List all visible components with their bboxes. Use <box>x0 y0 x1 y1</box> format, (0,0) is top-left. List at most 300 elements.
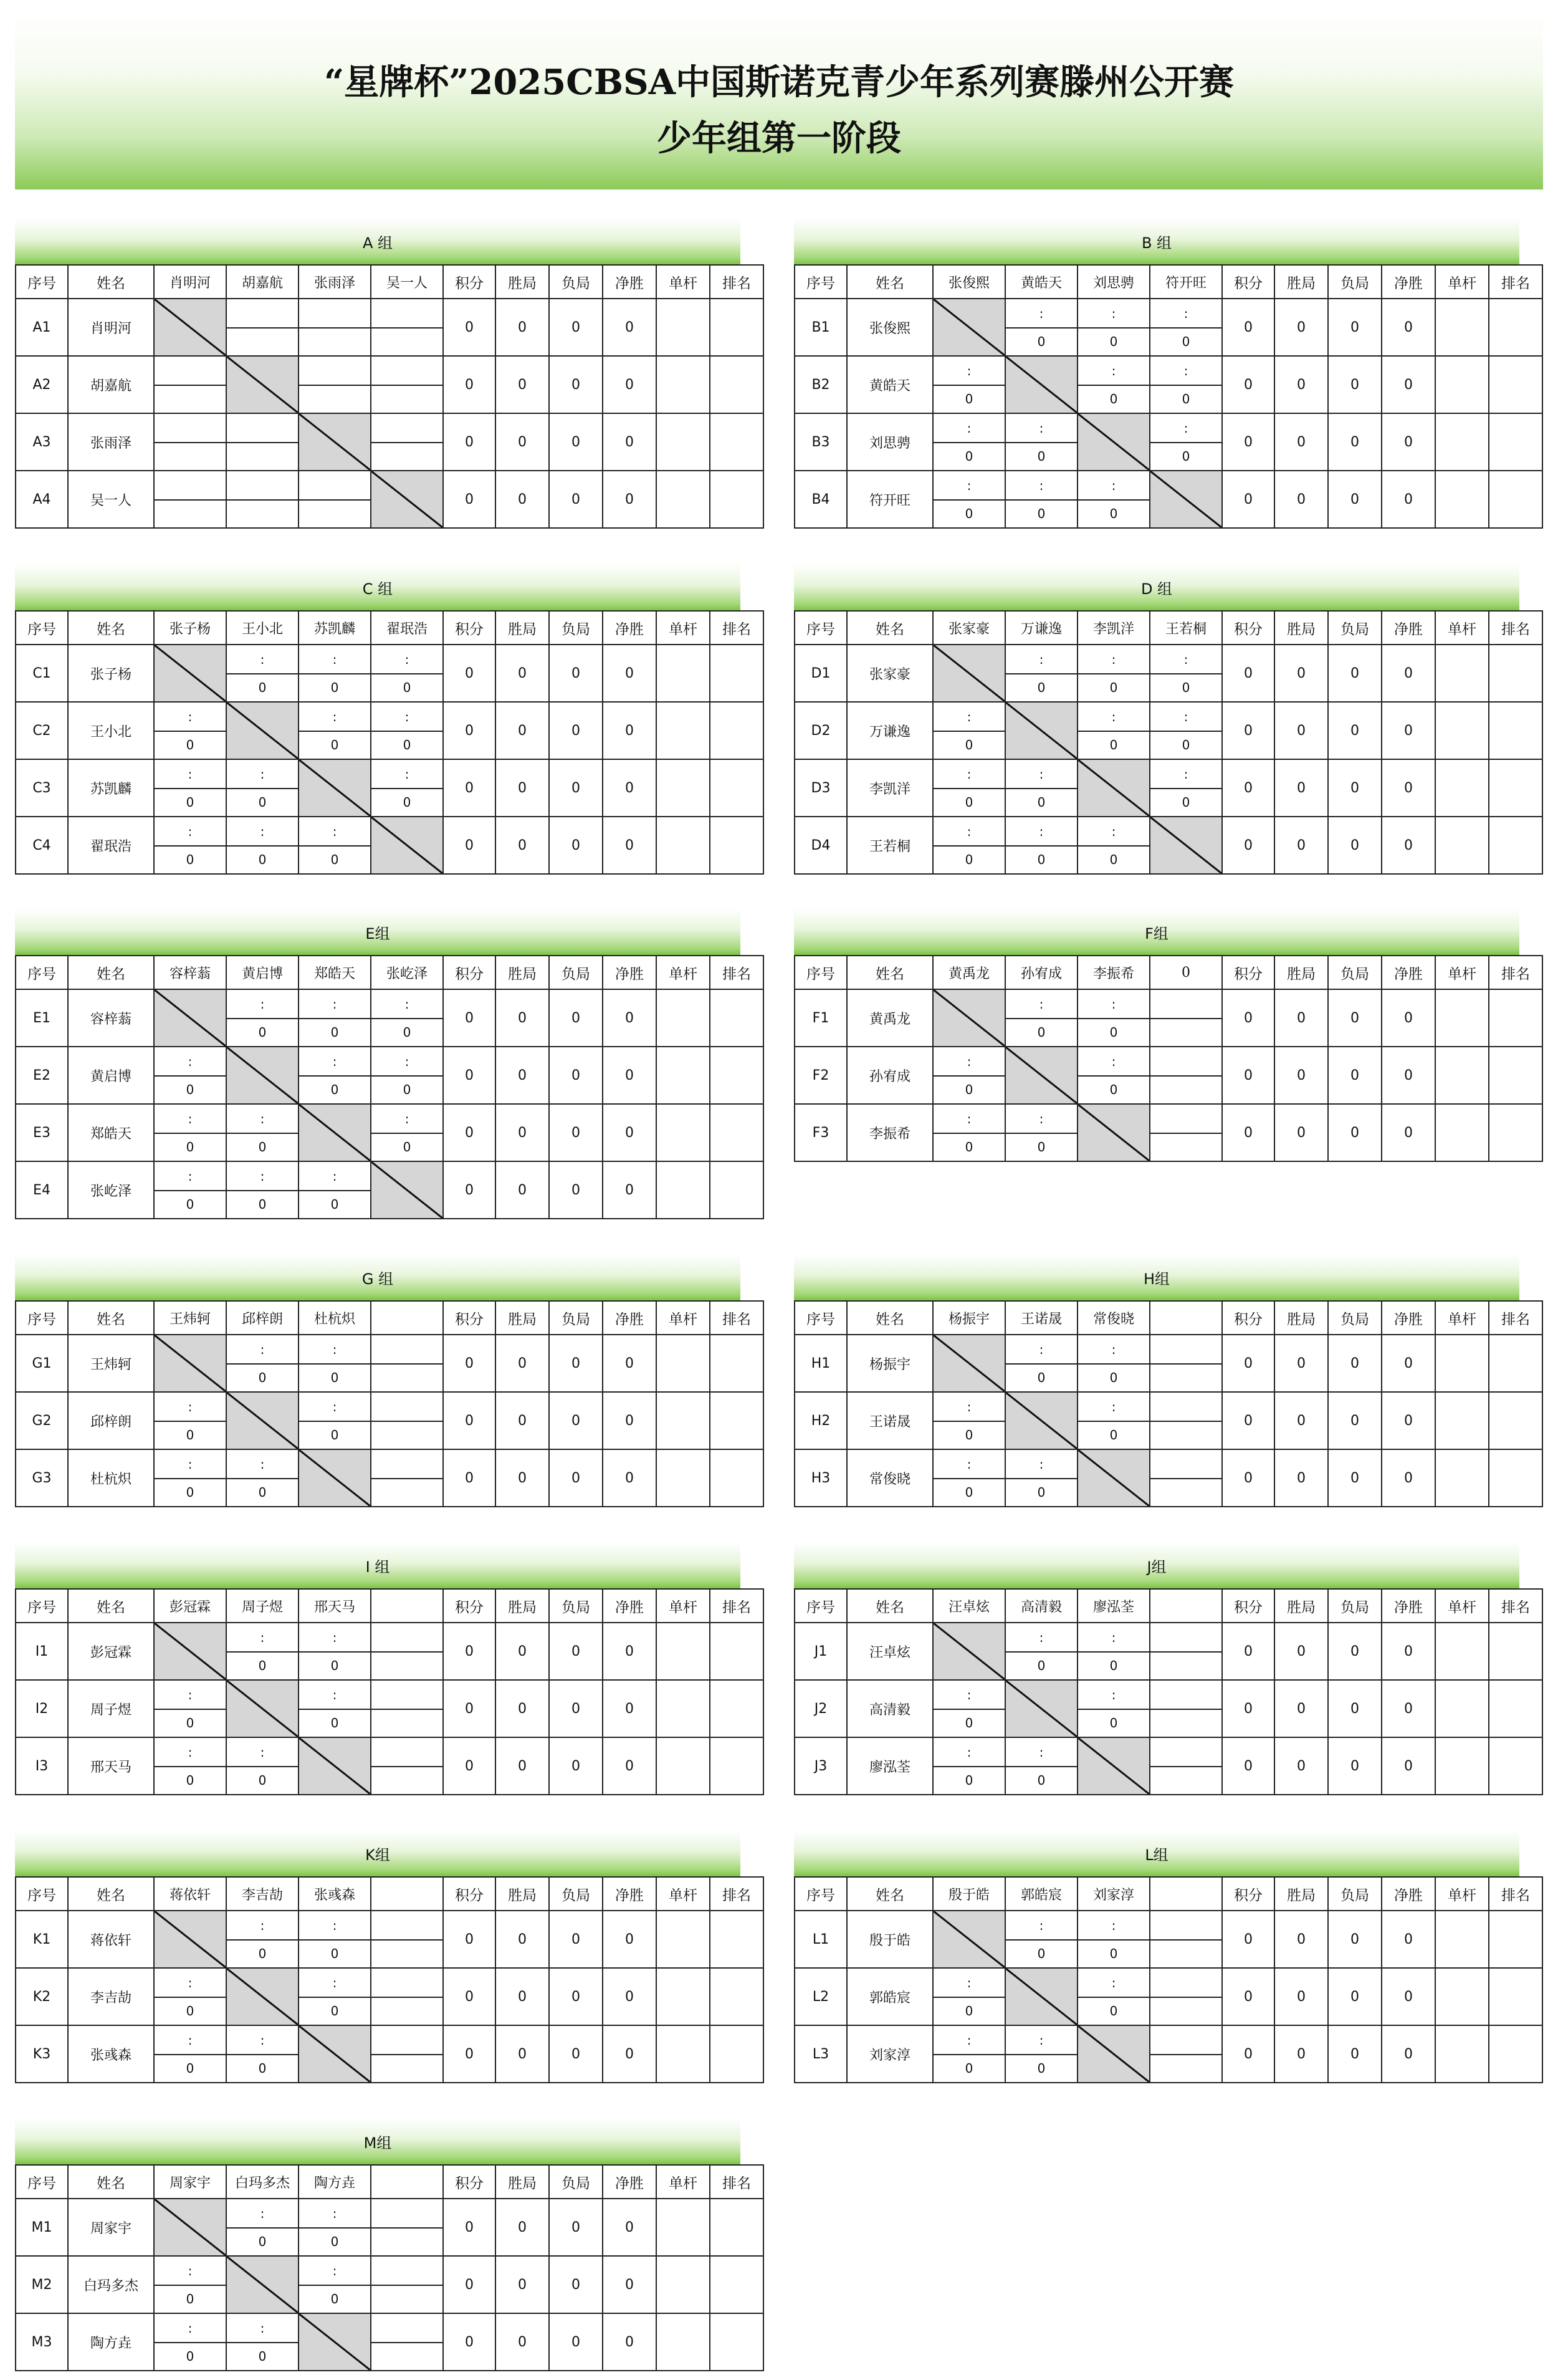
header-points: 积分 <box>1222 265 1274 299</box>
score-split <box>371 1681 442 1737</box>
score-cell[interactable] <box>1005 2025 1078 2083</box>
row-net: 0 <box>603 2313 656 2371</box>
score-cell[interactable] <box>299 471 371 528</box>
score-cell[interactable] <box>1005 989 1078 1047</box>
row-seq: K1 <box>16 1911 68 1968</box>
score-cell[interactable] <box>1078 989 1150 1047</box>
header-rank: 排名 <box>710 1301 763 1335</box>
score-split <box>1078 1623 1149 1679</box>
table-row <box>795 2025 1542 2083</box>
row-points: 0 <box>1222 702 1274 759</box>
row-won: 0 <box>1274 989 1328 1047</box>
row-break <box>656 645 710 702</box>
score-cell[interactable] <box>371 2256 443 2313</box>
row-lost: 0 <box>1328 2025 1382 2083</box>
score-cell[interactable] <box>1150 1968 1222 2025</box>
score-result: 0 <box>403 1082 411 1097</box>
score-cell[interactable] <box>1005 299 1078 356</box>
score-cell[interactable] <box>371 356 443 413</box>
score-result <box>371 1651 442 1679</box>
row-break <box>656 1449 710 1507</box>
row-points: 0 <box>1222 1047 1274 1104</box>
score-cell[interactable] <box>371 645 443 702</box>
header-rank: 排名 <box>710 265 763 299</box>
score-cell[interactable] <box>1005 1335 1078 1392</box>
score-cell[interactable] <box>1078 645 1150 702</box>
score-result: 0 <box>1109 1427 1118 1442</box>
row-break <box>656 299 710 356</box>
header-break: 单杆 <box>656 611 710 645</box>
score-cell[interactable] <box>1005 1623 1078 1680</box>
score-cell[interactable] <box>1150 356 1222 413</box>
score-cell[interactable] <box>154 356 226 413</box>
score-cell[interactable] <box>1078 299 1150 356</box>
score-colon: : <box>227 1738 298 1767</box>
score-cell[interactable] <box>154 817 226 874</box>
header-won: 胜局 <box>1274 956 1328 989</box>
diagonal-cell <box>299 1449 371 1507</box>
score-result <box>371 385 442 413</box>
score-cell[interactable] <box>154 1968 226 2025</box>
table-row <box>16 1911 763 1968</box>
score-result <box>371 327 442 355</box>
header-name: 姓名 <box>847 611 933 645</box>
header-player: 李振希 <box>1078 956 1150 989</box>
score-cell[interactable] <box>1150 1623 1222 1680</box>
score-cell[interactable] <box>299 1911 371 1968</box>
score-cell[interactable] <box>371 1737 443 1795</box>
score-cell[interactable] <box>1150 2025 1222 2083</box>
row-seq: F2 <box>795 1047 847 1104</box>
score-cell[interactable] <box>933 817 1005 874</box>
score-result <box>155 442 226 470</box>
score-colon: : <box>371 760 442 789</box>
score-cell[interactable] <box>226 471 299 528</box>
row-name: 杜杭炽 <box>68 1449 154 1507</box>
table-row <box>16 1104 763 1161</box>
table-row <box>795 1623 1542 1680</box>
score-cell[interactable] <box>154 1737 226 1795</box>
score-colon <box>371 414 442 443</box>
row-seq: K2 <box>16 1968 68 2025</box>
score-split <box>371 760 442 816</box>
score-split <box>227 2199 298 2255</box>
score-cell[interactable] <box>371 2199 443 2256</box>
row-seq: M2 <box>16 2256 68 2313</box>
score-cell[interactable] <box>1078 356 1150 413</box>
row-break <box>656 1161 710 1219</box>
score-cell[interactable] <box>1150 1047 1222 1104</box>
header-lost: 负局 <box>549 265 603 299</box>
score-colon: : <box>1078 471 1149 501</box>
score-result: 0 <box>1109 852 1118 867</box>
score-cell[interactable] <box>154 1047 226 1104</box>
score-cell[interactable] <box>226 645 299 702</box>
score-cell[interactable] <box>1078 1047 1150 1104</box>
score-cell[interactable] <box>371 1392 443 1449</box>
score-cell[interactable] <box>371 1047 443 1104</box>
diagonal-cell <box>1078 1104 1150 1161</box>
header-player: 刘家淳 <box>1078 1877 1150 1911</box>
row-won: 0 <box>1274 2025 1328 2083</box>
row-rank <box>710 2025 763 2083</box>
score-result: 0 <box>1037 1772 1046 1788</box>
score-cell[interactable] <box>1150 413 1222 471</box>
score-cell[interactable] <box>299 299 371 356</box>
score-split <box>299 1911 370 1967</box>
score-cell[interactable] <box>933 1968 1005 2025</box>
diagonal-cell <box>1078 1449 1150 1507</box>
score-cell[interactable] <box>933 471 1005 528</box>
row-name: 廖泓荃 <box>847 1737 933 1795</box>
row-rank <box>710 2313 763 2371</box>
score-cell[interactable] <box>1150 1104 1222 1161</box>
row-seq: C2 <box>16 702 68 759</box>
score-colon: : <box>227 1450 298 1479</box>
score-split <box>1078 1911 1149 1967</box>
score-cell[interactable] <box>1150 702 1222 759</box>
row-break <box>1435 299 1489 356</box>
row-net: 0 <box>1382 299 1435 356</box>
score-cell[interactable] <box>1078 1968 1150 2025</box>
score-cell[interactable] <box>371 1335 443 1392</box>
score-result: 0 <box>186 1772 194 1788</box>
score-cell[interactable] <box>371 2025 443 2083</box>
score-cell[interactable] <box>299 1968 371 2025</box>
row-won: 0 <box>1274 759 1328 817</box>
row-points: 0 <box>443 413 495 471</box>
score-cell[interactable] <box>1150 989 1222 1047</box>
score-cell[interactable] <box>371 1680 443 1737</box>
score-cell[interactable] <box>226 1623 299 1680</box>
score-cell[interactable] <box>933 1104 1005 1161</box>
diagonal-cell <box>154 1623 226 1680</box>
row-break <box>1435 1968 1489 2025</box>
score-split <box>227 1450 298 1506</box>
diagonal-cell <box>1005 1680 1078 1737</box>
score-cell[interactable] <box>299 1047 371 1104</box>
score-cell[interactable] <box>226 817 299 874</box>
score-cell[interactable] <box>154 2313 226 2371</box>
header-points: 积分 <box>443 1877 495 1911</box>
row-break <box>1435 759 1489 817</box>
score-cell[interactable] <box>371 1911 443 1968</box>
row-break <box>656 471 710 528</box>
score-result: 0 <box>1109 1658 1118 1673</box>
score-split <box>155 703 226 759</box>
header-player <box>1150 1877 1222 1911</box>
header-name: 姓名 <box>68 265 154 299</box>
header-net: 净胜 <box>603 1877 656 1911</box>
score-cell[interactable] <box>299 1161 371 1219</box>
row-won: 0 <box>495 1680 549 1737</box>
score-cell[interactable] <box>226 1161 299 1219</box>
score-cell[interactable] <box>1078 471 1150 528</box>
score-cell[interactable] <box>226 1449 299 1507</box>
score-cell[interactable] <box>1005 413 1078 471</box>
score-split <box>1150 1681 1221 1737</box>
table-row <box>16 817 763 874</box>
score-colon: : <box>371 990 442 1019</box>
score-cell[interactable] <box>933 702 1005 759</box>
group-title: J组 <box>794 1542 1519 1588</box>
header-player: 张子杨 <box>154 611 226 645</box>
row-seq: H3 <box>795 1449 847 1507</box>
score-cell[interactable] <box>226 989 299 1047</box>
score-cell[interactable] <box>1150 1737 1222 1795</box>
score-result: 0 <box>1182 448 1190 464</box>
score-cell[interactable] <box>1150 645 1222 702</box>
row-rank <box>710 702 763 759</box>
score-cell[interactable] <box>1005 1104 1078 1161</box>
row-net: 0 <box>603 1680 656 1737</box>
score-cell[interactable] <box>933 1392 1005 1449</box>
score-cell[interactable] <box>1005 817 1078 874</box>
score-cell[interactable] <box>371 1968 443 2025</box>
row-lost: 0 <box>549 2025 603 2083</box>
table-row <box>16 1392 763 1449</box>
score-cell[interactable] <box>226 2025 299 2083</box>
score-cell[interactable] <box>154 702 226 759</box>
row-break <box>656 1623 710 1680</box>
score-cell[interactable] <box>371 989 443 1047</box>
header-name: 姓名 <box>68 611 154 645</box>
score-cell[interactable] <box>1150 1449 1222 1507</box>
score-cell[interactable] <box>299 2199 371 2256</box>
score-cell[interactable] <box>1078 1623 1150 1680</box>
score-cell[interactable] <box>371 702 443 759</box>
score-colon: : <box>1006 414 1077 443</box>
score-cell[interactable] <box>371 759 443 817</box>
row-rank <box>1489 1737 1542 1795</box>
score-colon: : <box>1006 760 1077 789</box>
score-cell[interactable] <box>299 356 371 413</box>
score-split <box>299 1162 370 1218</box>
header-points: 积分 <box>443 1301 495 1335</box>
score-cell[interactable] <box>1150 1680 1222 1737</box>
score-cell[interactable] <box>226 2199 299 2256</box>
header-points: 积分 <box>1222 1589 1274 1623</box>
score-cell[interactable] <box>933 356 1005 413</box>
score-cell[interactable] <box>299 817 371 874</box>
table-row <box>795 471 1542 528</box>
score-colon <box>299 299 370 329</box>
row-won: 0 <box>495 1623 549 1680</box>
row-lost: 0 <box>549 1911 603 1968</box>
row-points: 0 <box>1222 1623 1274 1680</box>
score-colon <box>1150 990 1221 1019</box>
score-cell[interactable] <box>1078 1335 1150 1392</box>
row-lost: 0 <box>549 413 603 471</box>
header-row <box>16 1301 763 1335</box>
header-break: 单杆 <box>1435 265 1489 299</box>
diagonal-cell <box>933 1335 1005 1392</box>
score-cell[interactable] <box>933 1680 1005 1737</box>
row-net: 0 <box>603 645 656 702</box>
score-cell[interactable] <box>371 299 443 356</box>
score-cell[interactable] <box>226 299 299 356</box>
row-lost: 0 <box>1328 1623 1382 1680</box>
score-result <box>1150 1075 1221 1103</box>
score-cell[interactable] <box>371 1623 443 1680</box>
header-player: 白玛多杰 <box>226 2165 299 2199</box>
score-cell[interactable] <box>1150 1911 1222 1968</box>
score-cell[interactable] <box>1078 702 1150 759</box>
score-split <box>155 817 226 873</box>
score-cell[interactable] <box>299 989 371 1047</box>
score-cell[interactable] <box>1005 1911 1078 1968</box>
score-cell[interactable] <box>1150 1392 1222 1449</box>
row-break <box>1435 1449 1489 1507</box>
score-cell[interactable] <box>1150 1335 1222 1392</box>
score-cell[interactable] <box>154 471 226 528</box>
header-player: 张屹泽 <box>371 956 443 989</box>
row-seq: L3 <box>795 2025 847 2083</box>
score-cell[interactable] <box>1150 299 1222 356</box>
row-points: 0 <box>1222 1104 1274 1161</box>
score-cell[interactable] <box>226 413 299 471</box>
score-cell[interactable] <box>1005 1449 1078 1507</box>
score-split <box>371 2314 442 2370</box>
score-cell[interactable] <box>226 1104 299 1161</box>
score-cell[interactable] <box>933 1449 1005 1507</box>
score-cell[interactable] <box>299 1623 371 1680</box>
row-points: 0 <box>443 1911 495 1968</box>
score-cell[interactable] <box>154 1392 226 1449</box>
score-cell[interactable] <box>299 1335 371 1392</box>
score-split <box>155 1105 226 1161</box>
score-colon: : <box>934 1681 1005 1710</box>
score-colon: : <box>934 703 1005 732</box>
score-cell[interactable] <box>154 1449 226 1507</box>
row-won: 0 <box>1274 299 1328 356</box>
header-won: 胜局 <box>1274 611 1328 645</box>
score-colon: : <box>155 2314 226 2343</box>
header-name: 姓名 <box>847 1877 933 1911</box>
header-name: 姓名 <box>68 2165 154 2199</box>
diagonal-cell <box>1150 817 1222 874</box>
score-cell[interactable] <box>1078 817 1150 874</box>
score-cell[interactable] <box>1005 645 1078 702</box>
score-cell[interactable] <box>299 1680 371 1737</box>
score-cell[interactable] <box>154 1680 226 1737</box>
score-cell[interactable] <box>1005 471 1078 528</box>
score-cell[interactable] <box>226 1335 299 1392</box>
score-cell[interactable] <box>371 1449 443 1507</box>
score-cell[interactable] <box>1078 1392 1150 1449</box>
score-cell[interactable] <box>1150 759 1222 817</box>
row-points: 0 <box>443 1449 495 1507</box>
score-cell[interactable] <box>933 1047 1005 1104</box>
diagonal-cell <box>299 1104 371 1161</box>
score-cell[interactable] <box>154 1161 226 1219</box>
score-result <box>1150 2054 1221 2082</box>
score-cell[interactable] <box>226 1911 299 1968</box>
score-cell[interactable] <box>1005 1737 1078 1795</box>
header-lost: 负局 <box>549 1589 603 1623</box>
score-cell[interactable] <box>1078 1911 1150 1968</box>
row-lost: 0 <box>549 1392 603 1449</box>
table-row <box>16 1737 763 1795</box>
header-won: 胜局 <box>495 611 549 645</box>
group-title: M组 <box>15 2118 740 2164</box>
score-split <box>371 2199 442 2255</box>
score-cell[interactable] <box>226 2313 299 2371</box>
score-cell[interactable] <box>299 1392 371 1449</box>
score-cell[interactable] <box>226 1737 299 1795</box>
score-split <box>155 357 226 413</box>
score-colon <box>1150 1911 1221 1941</box>
score-cell[interactable] <box>154 413 226 471</box>
score-colon <box>371 1623 442 1653</box>
row-rank <box>710 817 763 874</box>
row-seq: D1 <box>795 645 847 702</box>
score-colon: : <box>1150 357 1221 386</box>
row-rank <box>710 1911 763 1968</box>
score-colon: : <box>1078 1623 1149 1653</box>
score-colon: : <box>934 471 1005 501</box>
row-break <box>656 2199 710 2256</box>
score-cell[interactable] <box>371 1104 443 1161</box>
row-points: 0 <box>443 989 495 1047</box>
score-colon: : <box>227 645 298 674</box>
score-cell[interactable] <box>371 413 443 471</box>
score-cell[interactable] <box>933 413 1005 471</box>
score-cell[interactable] <box>299 2256 371 2313</box>
score-split <box>227 990 298 1046</box>
score-colon: : <box>1078 1047 1149 1077</box>
row-rank <box>1489 471 1542 528</box>
diagonal-cell <box>1005 1392 1078 1449</box>
score-split <box>1150 703 1221 759</box>
score-cell[interactable] <box>154 2025 226 2083</box>
row-seq: A1 <box>16 299 68 356</box>
score-cell[interactable] <box>1078 1680 1150 1737</box>
score-split <box>934 1738 1005 1794</box>
score-cell[interactable] <box>299 702 371 759</box>
score-colon: : <box>1078 299 1149 329</box>
score-cell[interactable] <box>371 2313 443 2371</box>
score-cell[interactable] <box>1005 759 1078 817</box>
row-name: 张彧森 <box>68 2025 154 2083</box>
header-won: 胜局 <box>495 956 549 989</box>
score-cell[interactable] <box>933 1737 1005 1795</box>
score-colon: : <box>155 1450 226 1479</box>
score-cell[interactable] <box>226 759 299 817</box>
header-player: 彭冠霖 <box>154 1589 226 1623</box>
row-name: 陶方垚 <box>68 2313 154 2371</box>
score-cell[interactable] <box>154 759 226 817</box>
diagonal-cell <box>154 1335 226 1392</box>
row-won: 0 <box>495 1335 549 1392</box>
score-colon <box>1150 1969 1221 1998</box>
row-seq: I1 <box>16 1623 68 1680</box>
score-result: 0 <box>1037 1139 1046 1154</box>
score-cell[interactable] <box>933 759 1005 817</box>
score-cell[interactable] <box>299 645 371 702</box>
group-table <box>794 264 1543 529</box>
score-cell[interactable] <box>154 1104 226 1161</box>
row-net: 0 <box>603 989 656 1047</box>
row-won: 0 <box>1274 1911 1328 1968</box>
header-player: 张俊熙 <box>933 265 1005 299</box>
header-break: 单杆 <box>656 1589 710 1623</box>
header-lost: 负局 <box>549 2165 603 2199</box>
header-rank: 排名 <box>710 2165 763 2199</box>
header-won: 胜局 <box>495 2165 549 2199</box>
score-cell[interactable] <box>933 2025 1005 2083</box>
score-cell[interactable] <box>154 2256 226 2313</box>
